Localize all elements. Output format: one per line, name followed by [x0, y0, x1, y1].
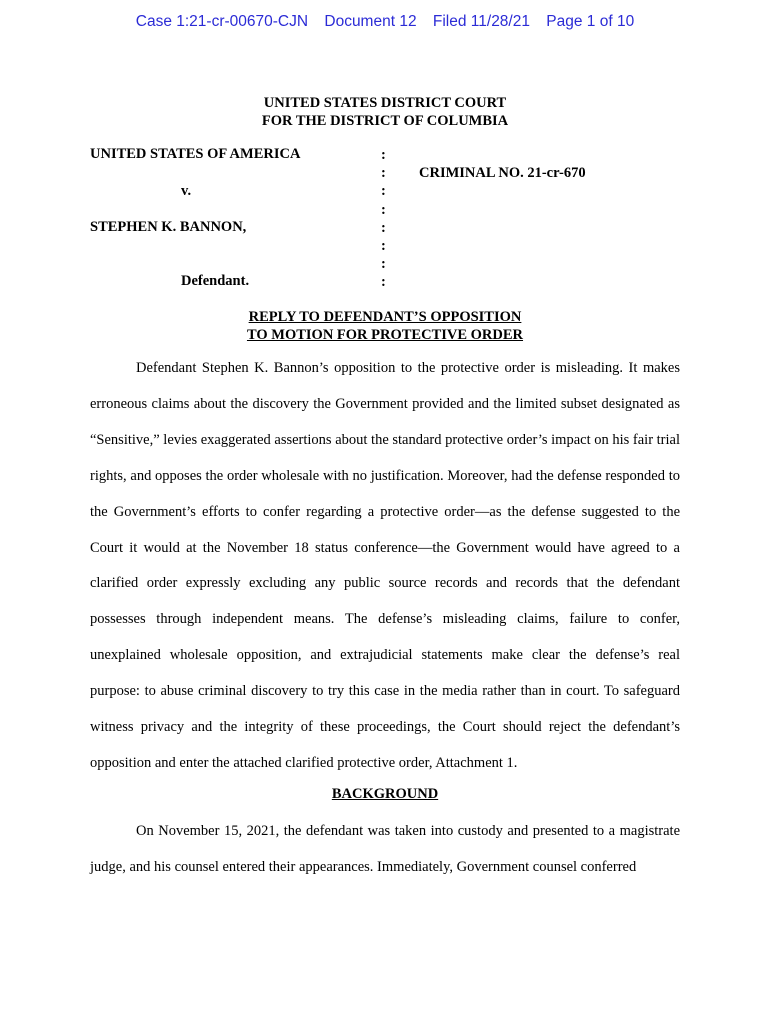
caption-colon: : [381, 183, 386, 200]
title-line-2: TO MOTION FOR PROTECTIVE ORDER [246, 327, 524, 343]
page-indicator: Page 1 of 10 [546, 13, 635, 30]
court-heading [0, 94, 770, 130]
court-name: UNITED STATES DISTRICT COURT [263, 95, 507, 111]
caption-colon: : [381, 219, 386, 236]
court-district: FOR THE DISTRICT OF COLUMBIA [261, 113, 509, 129]
section-heading-background: BACKGROUND [331, 786, 439, 802]
criminal-number: CRIMINAL NO. 21-cr-670 [419, 165, 586, 181]
caption-colon-column [381, 146, 391, 292]
paragraph-text: Defendant Stephen K. Bannon’s opposition to the protective order is misleading. It makes erroneous claims about the discovery the Government provided and the limited subset designated as “Sensitive,” levies exaggerated assertions about the standard protective order’s impact on his fair trial rights, and opposes the order wholesale with no justification. Moreover, had the defense responded to the Government’s efforts to confer regarding a protective order—as the defense suggested to the Court it would at the November 18 status conference—the Government would have agreed to a clarified order expressly excluding any public source records and records that the defendant possesses through independent means. The defense’s misleading claims, failure to confer, unexplained wholesale opposition, and extrajudicial statements make clear the defense’s real purpose: to abuse criminal discovery to try this case in the media rather than in court. To safeguard witness privacy and the integrity of these proceedings, the Court should reject the defendant’s opposition and enter the attached clarified protective order, Attachment 1. [90, 360, 681, 771]
title-line-1: REPLY TO DEFENDANT’S OPPOSITION [248, 309, 522, 325]
case-number: Case 1:21-cr-00670-CJN [135, 13, 309, 30]
document-title [0, 308, 770, 344]
versus-label: v. [181, 183, 192, 199]
paragraph-text: On November 15, 2021, the defendant was taken into custody and presented to a magistrate judge, and his counsel entered their appearances. Immediately, Government counsel conferred [90, 823, 680, 875]
filed-date: Filed 11/28/21 [432, 13, 530, 30]
defendant-name: STEPHEN K. BANNON, [90, 219, 247, 235]
caption-colon: : [381, 201, 386, 218]
paragraph-background [90, 814, 680, 886]
plaintiff-name: UNITED STATES OF AMERICA [90, 146, 301, 162]
ecf-header [0, 13, 770, 31]
case-caption [0, 146, 770, 296]
caption-colon: : [381, 147, 386, 163]
caption-colon: : [381, 237, 386, 254]
caption-colon: : [381, 165, 386, 182]
document-number: Document 12 [324, 13, 417, 30]
caption-colon: : [381, 274, 386, 291]
paragraph-intro [90, 351, 680, 782]
caption-colon: : [381, 256, 386, 273]
defendant-role: Defendant. [181, 273, 250, 289]
